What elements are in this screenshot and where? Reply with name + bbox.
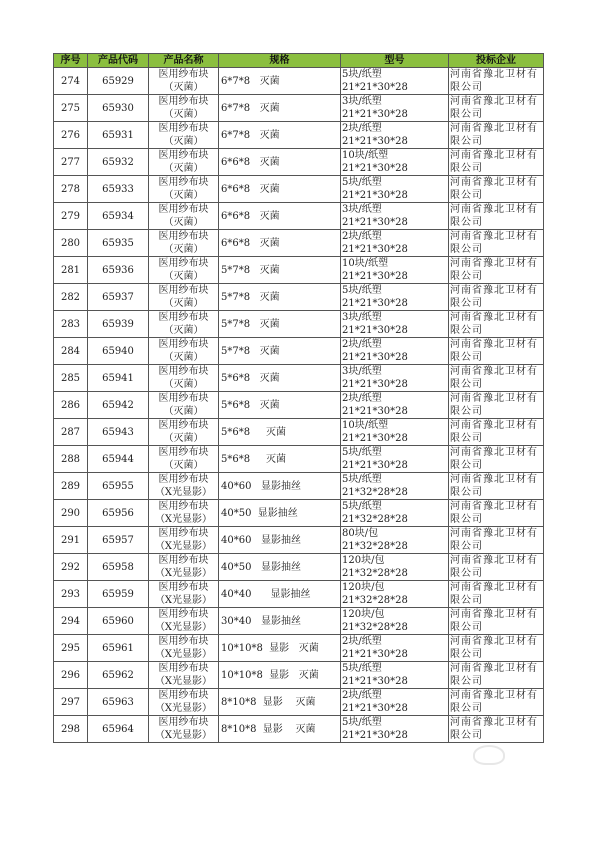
cell-bidding-company: 河南省豫北卫材有限公司 <box>449 527 544 554</box>
cell-product-name: 医用纱布块 （灭菌） <box>149 95 219 122</box>
table-row <box>54 581 544 608</box>
cell-product-code: 65941 <box>88 365 149 392</box>
cell-bidding-company: 河南省豫北卫材有限公司 <box>449 689 544 716</box>
table-row <box>54 122 544 149</box>
cell-product-code: 65942 <box>88 392 149 419</box>
cell-product-code: 65955 <box>88 473 149 500</box>
cell-product-name: 医用纱布块 （X光显影） <box>149 716 219 743</box>
cell-product-code: 65933 <box>88 176 149 203</box>
header-specification: 规格 <box>219 54 341 68</box>
cell-product-name: 医用纱布块 （灭菌） <box>149 257 219 284</box>
header-product-name: 产品名称 <box>149 54 219 68</box>
table-body <box>54 68 544 743</box>
cell-serial-no: 295 <box>54 635 88 662</box>
cell-model: 5块/纸塑 21*32*28*28 <box>341 500 449 527</box>
cell-bidding-company: 河南省豫北卫材有限公司 <box>449 68 544 95</box>
cell-bidding-company: 河南省豫北卫材有限公司 <box>449 149 544 176</box>
cell-specification: 5*7*8 灭菌 <box>219 284 341 311</box>
cell-product-name: 医用纱布块 （灭菌） <box>149 68 219 95</box>
cell-serial-no: 281 <box>54 257 88 284</box>
cell-serial-no: 296 <box>54 662 88 689</box>
cell-specification: 10*10*8 显影 灭菌 <box>219 662 341 689</box>
cell-product-name: 医用纱布块 （灭菌） <box>149 365 219 392</box>
cell-serial-no: 286 <box>54 392 88 419</box>
cell-serial-no: 277 <box>54 149 88 176</box>
cell-product-name: 医用纱布块 （X光显影） <box>149 527 219 554</box>
cell-serial-no: 278 <box>54 176 88 203</box>
cell-specification: 5*6*8 灭菌 <box>219 419 341 446</box>
table-row <box>54 365 544 392</box>
cell-serial-no: 289 <box>54 473 88 500</box>
cell-bidding-company: 河南省豫北卫材有限公司 <box>449 257 544 284</box>
cell-bidding-company: 河南省豫北卫材有限公司 <box>449 581 544 608</box>
table-row <box>54 176 544 203</box>
cell-model: 80块/包 21*32*28*28 <box>341 527 449 554</box>
cell-model: 10块/纸塑 21*21*30*28 <box>341 257 449 284</box>
cell-serial-no: 274 <box>54 68 88 95</box>
cell-bidding-company: 河南省豫北卫材有限公司 <box>449 284 544 311</box>
cell-model: 3块/纸塑 21*21*30*28 <box>341 203 449 230</box>
cell-model: 120块/包 21*32*28*28 <box>341 554 449 581</box>
cell-model: 5块/纸塑 21*21*30*28 <box>341 68 449 95</box>
table-row <box>54 149 544 176</box>
header-bidding-company: 投标企业 <box>449 54 544 68</box>
cell-serial-no: 276 <box>54 122 88 149</box>
cell-bidding-company: 河南省豫北卫材有限公司 <box>449 500 544 527</box>
cell-specification: 40*40 显影抽丝 <box>219 581 341 608</box>
cell-serial-no: 283 <box>54 311 88 338</box>
cell-product-code: 65937 <box>88 284 149 311</box>
table-row <box>54 284 544 311</box>
cell-bidding-company: 河南省豫北卫材有限公司 <box>449 95 544 122</box>
cell-model: 2块/纸塑 21*21*30*28 <box>341 122 449 149</box>
cell-bidding-company: 河南省豫北卫材有限公司 <box>449 365 544 392</box>
cell-specification: 6*6*8 灭菌 <box>219 230 341 257</box>
cell-product-name: 医用纱布块 （X光显影） <box>149 608 219 635</box>
cell-bidding-company: 河南省豫北卫材有限公司 <box>449 716 544 743</box>
cell-model: 2块/纸塑 21*21*30*28 <box>341 689 449 716</box>
cell-product-code: 65936 <box>88 257 149 284</box>
table-header-row <box>54 54 544 68</box>
cell-serial-no: 284 <box>54 338 88 365</box>
cell-serial-no: 279 <box>54 203 88 230</box>
cell-product-code: 65931 <box>88 122 149 149</box>
cell-product-name: 医用纱布块 （灭菌） <box>149 122 219 149</box>
cell-model: 2块/纸塑 21*21*30*28 <box>341 338 449 365</box>
cell-specification: 6*7*8 灭菌 <box>219 122 341 149</box>
cell-specification: 30*40 显影抽丝 <box>219 608 341 635</box>
cell-product-code: 65929 <box>88 68 149 95</box>
cell-product-name: 医用纱布块 （X光显影） <box>149 689 219 716</box>
table-row <box>54 257 544 284</box>
cell-model: 10块/纸塑 21*21*30*28 <box>341 149 449 176</box>
cell-specification: 6*7*8 灭菌 <box>219 68 341 95</box>
cell-product-name: 医用纱布块 （灭菌） <box>149 176 219 203</box>
bid-product-table-sheet <box>53 53 543 743</box>
cell-bidding-company: 河南省豫北卫材有限公司 <box>449 419 544 446</box>
table-row <box>54 689 544 716</box>
cell-product-name: 医用纱布块 （灭菌） <box>149 338 219 365</box>
cell-bidding-company: 河南省豫北卫材有限公司 <box>449 338 544 365</box>
cell-product-name: 医用纱布块 （灭菌） <box>149 392 219 419</box>
cell-specification: 8*10*8 显影 灭菌 <box>219 716 341 743</box>
cell-product-code: 65943 <box>88 419 149 446</box>
cell-specification: 40*50 显影抽丝 <box>219 500 341 527</box>
cell-serial-no: 285 <box>54 365 88 392</box>
cell-product-name: 医用纱布块 （X光显影） <box>149 554 219 581</box>
table-row <box>54 635 544 662</box>
table-row <box>54 338 544 365</box>
cell-model: 3块/纸塑 21*21*30*28 <box>341 365 449 392</box>
cell-serial-no: 298 <box>54 716 88 743</box>
cell-product-name: 医用纱布块 （灭菌） <box>149 419 219 446</box>
cell-product-code: 65944 <box>88 446 149 473</box>
cell-model: 3块/纸塑 21*21*30*28 <box>341 311 449 338</box>
watermark <box>455 745 565 783</box>
cell-serial-no: 291 <box>54 527 88 554</box>
cell-serial-no: 282 <box>54 284 88 311</box>
table-row <box>54 662 544 689</box>
cell-specification: 10*10*8 显影 灭菌 <box>219 635 341 662</box>
watermark-logo-icon <box>473 745 505 765</box>
cell-product-name: 医用纱布块 （灭菌） <box>149 446 219 473</box>
table-row <box>54 68 544 95</box>
cell-product-name: 医用纱布块 （X光显影） <box>149 635 219 662</box>
header-model: 型号 <box>341 54 449 68</box>
table-row <box>54 527 544 554</box>
cell-product-name: 医用纱布块 （灭菌） <box>149 284 219 311</box>
cell-product-code: 65962 <box>88 662 149 689</box>
table-row <box>54 203 544 230</box>
cell-product-code: 65959 <box>88 581 149 608</box>
cell-bidding-company: 河南省豫北卫材有限公司 <box>449 446 544 473</box>
cell-model: 2块/纸塑 21*21*30*28 <box>341 230 449 257</box>
table-row <box>54 446 544 473</box>
cell-bidding-company: 河南省豫北卫材有限公司 <box>449 473 544 500</box>
cell-bidding-company: 河南省豫北卫材有限公司 <box>449 203 544 230</box>
cell-serial-no: 288 <box>54 446 88 473</box>
cell-bidding-company: 河南省豫北卫材有限公司 <box>449 230 544 257</box>
cell-bidding-company: 河南省豫北卫材有限公司 <box>449 392 544 419</box>
cell-product-code: 65963 <box>88 689 149 716</box>
cell-product-name: 医用纱布块 （X光显影） <box>149 500 219 527</box>
cell-bidding-company: 河南省豫北卫材有限公司 <box>449 554 544 581</box>
cell-bidding-company: 河南省豫北卫材有限公司 <box>449 122 544 149</box>
cell-product-name: 医用纱布块 （X光显影） <box>149 473 219 500</box>
cell-product-name: 医用纱布块 （X光显影） <box>149 662 219 689</box>
table-row <box>54 554 544 581</box>
cell-product-code: 65930 <box>88 95 149 122</box>
cell-serial-no: 294 <box>54 608 88 635</box>
cell-specification: 5*7*8 灭菌 <box>219 338 341 365</box>
cell-model: 5块/纸塑 21*21*30*28 <box>341 662 449 689</box>
cell-model: 120块/包 21*32*28*28 <box>341 581 449 608</box>
cell-product-code: 65956 <box>88 500 149 527</box>
cell-product-code: 65935 <box>88 230 149 257</box>
cell-serial-no: 290 <box>54 500 88 527</box>
cell-specification: 6*6*8 灭菌 <box>219 149 341 176</box>
cell-specification: 40*60 显影抽丝 <box>219 473 341 500</box>
cell-model: 120块/包 21*32*28*28 <box>341 608 449 635</box>
cell-serial-no: 275 <box>54 95 88 122</box>
table-row <box>54 500 544 527</box>
cell-specification: 8*10*8 显影 灭菌 <box>219 689 341 716</box>
cell-product-code: 65960 <box>88 608 149 635</box>
cell-specification: 5*6*8 灭菌 <box>219 392 341 419</box>
cell-product-name: 医用纱布块 （灭菌） <box>149 230 219 257</box>
cell-product-name: 医用纱布块 （灭菌） <box>149 149 219 176</box>
table-row <box>54 716 544 743</box>
cell-specification: 6*6*8 灭菌 <box>219 203 341 230</box>
table-row <box>54 419 544 446</box>
cell-specification: 5*6*8 灭菌 <box>219 446 341 473</box>
cell-bidding-company: 河南省豫北卫材有限公司 <box>449 635 544 662</box>
cell-specification: 5*7*8 灭菌 <box>219 311 341 338</box>
cell-serial-no: 280 <box>54 230 88 257</box>
cell-model: 2块/纸塑 21*21*30*28 <box>341 635 449 662</box>
cell-product-code: 65934 <box>88 203 149 230</box>
cell-product-name: 医用纱布块 （X光显影） <box>149 581 219 608</box>
table-row <box>54 311 544 338</box>
cell-specification: 6*6*8 灭菌 <box>219 176 341 203</box>
cell-product-code: 65939 <box>88 311 149 338</box>
cell-product-code: 65932 <box>88 149 149 176</box>
cell-product-code: 65940 <box>88 338 149 365</box>
cell-model: 5块/纸塑 21*21*30*28 <box>341 176 449 203</box>
table-row <box>54 608 544 635</box>
cell-model: 5块/纸塑 21*21*30*28 <box>341 284 449 311</box>
cell-serial-no: 292 <box>54 554 88 581</box>
cell-model: 3块/纸塑 21*21*30*28 <box>341 95 449 122</box>
cell-bidding-company: 河南省豫北卫材有限公司 <box>449 176 544 203</box>
cell-specification: 40*50 显影抽丝 <box>219 554 341 581</box>
cell-specification: 40*60 显影抽丝 <box>219 527 341 554</box>
table-row <box>54 230 544 257</box>
cell-product-code: 65961 <box>88 635 149 662</box>
product-table <box>53 53 544 743</box>
cell-bidding-company: 河南省豫北卫材有限公司 <box>449 608 544 635</box>
cell-product-name: 医用纱布块 （灭菌） <box>149 203 219 230</box>
table-row <box>54 473 544 500</box>
cell-model: 5块/纸塑 21*21*30*28 <box>341 716 449 743</box>
table-row <box>54 95 544 122</box>
cell-serial-no: 293 <box>54 581 88 608</box>
cell-specification: 5*7*8 灭菌 <box>219 257 341 284</box>
cell-product-code: 65957 <box>88 527 149 554</box>
cell-model: 5块/纸塑 21*32*28*28 <box>341 473 449 500</box>
cell-product-code: 65964 <box>88 716 149 743</box>
cell-serial-no: 297 <box>54 689 88 716</box>
cell-model: 5块/纸塑 21*21*30*28 <box>341 446 449 473</box>
header-serial-no: 序号 <box>54 54 88 68</box>
cell-bidding-company: 河南省豫北卫材有限公司 <box>449 662 544 689</box>
cell-bidding-company: 河南省豫北卫材有限公司 <box>449 311 544 338</box>
table-row <box>54 392 544 419</box>
header-product-code: 产品代码 <box>88 54 149 68</box>
cell-serial-no: 287 <box>54 419 88 446</box>
cell-product-name: 医用纱布块 （灭菌） <box>149 311 219 338</box>
cell-model: 10块/纸塑 21*21*30*28 <box>341 419 449 446</box>
cell-model: 2块/纸塑 21*21*30*28 <box>341 392 449 419</box>
cell-specification: 6*7*8 灭菌 <box>219 95 341 122</box>
cell-specification: 5*6*8 灭菌 <box>219 365 341 392</box>
cell-product-code: 65958 <box>88 554 149 581</box>
